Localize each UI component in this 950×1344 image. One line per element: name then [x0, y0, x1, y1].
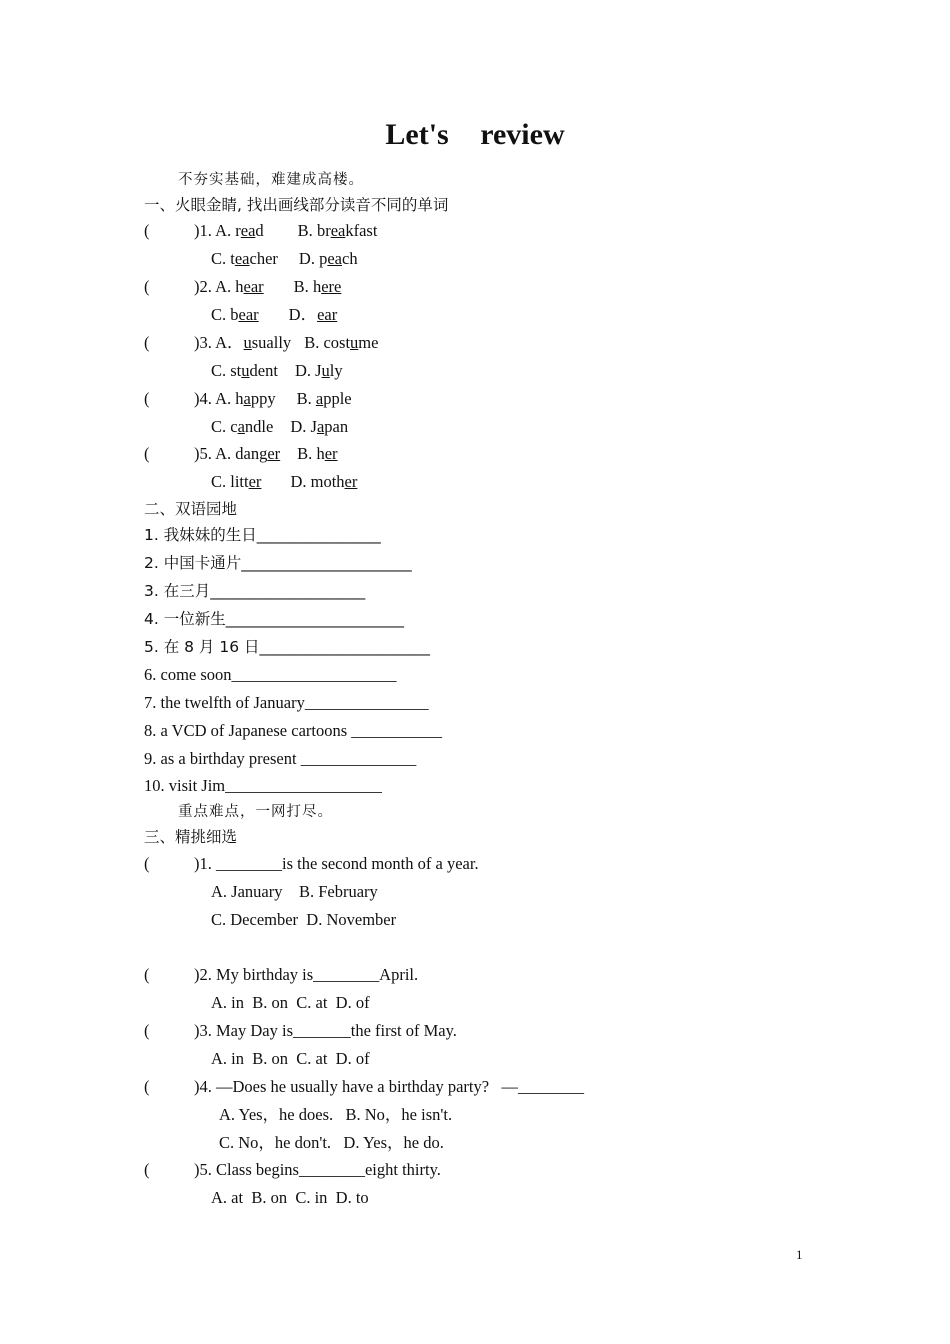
s1-q4-line1: ( )4. A. happy B. apple: [144, 389, 352, 408]
s2-item: 1. 我妹妹的生日________________: [144, 526, 381, 544]
s3-q3-options: A. in B. on C. at D. of: [211, 1049, 370, 1068]
s2-item: 6. come soon____________________: [144, 665, 397, 684]
motto-text: 重点难点，一网打尽。: [178, 804, 333, 820]
s1-q3-line2: C. student D. July: [211, 361, 343, 380]
s1-q4-line2: C. candle D. Japan: [211, 417, 349, 436]
s3-q4-stem: ( )4. —Does he usually have a birthday party? —________: [144, 1077, 584, 1096]
s3-q1-options: C. December D. November: [211, 910, 397, 929]
section1-heading: 一、火眼金睛, 找出画线部分读音不同的单词: [144, 196, 449, 214]
s1-q3-line1: ( )3. A．usually B. costume: [144, 333, 379, 352]
section2-heading: 二、双语园地: [144, 500, 238, 518]
s2-item: 5. 在 8 月 16 日______________________: [144, 638, 431, 656]
section3-heading: 三、精挑细选: [144, 828, 238, 846]
s2-item: 8. a VCD of Japanese cartoons ___________: [144, 721, 443, 740]
s3-q1-stem: ( )1. ________is the second month of a year.: [144, 854, 479, 873]
s1-q2-line2: C. bear D．ear: [211, 305, 338, 324]
s3-q5-stem: ( )5. Class begins________eight thirty.: [144, 1160, 441, 1179]
motto-text: 不夯实基础，难建成高楼。: [178, 172, 364, 188]
s3-q2-stem: ( )2. My birthday is________April.: [144, 965, 419, 984]
s2-item: 4. 一位新生_______________________: [144, 610, 404, 628]
s2-item: 3. 在三月____________________: [144, 582, 366, 600]
s3-q2-options: A. in B. on C. at D. of: [211, 993, 370, 1012]
s1-q5-line2: C. litter D. mother: [211, 472, 358, 491]
s1-q2-line1: ( )2. A. hear B. here: [144, 277, 342, 296]
s3-q4-options: C. No，he don't. D. Yes，he do.: [219, 1133, 444, 1152]
s3-q5-options: A. at B. on C. in D. to: [211, 1188, 369, 1207]
s3-q3-stem: ( )3. May Day is_______the first of May.: [144, 1021, 457, 1040]
s1-q1-line1: ( )1. A. read B. breakfast: [144, 221, 378, 240]
s2-item: 2. 中国卡通片______________________: [144, 554, 412, 572]
s3-q1-options: A. January B. February: [211, 882, 378, 901]
page-number: 1: [796, 1247, 803, 1262]
s1-q5-line1: ( )5. A. danger B. her: [144, 444, 338, 463]
s1-q1-line2: C. teacher D. peach: [211, 249, 358, 268]
s3-q4-options: A. Yes，he does. B. No，he isn't.: [219, 1105, 453, 1124]
s2-item: 7. the twelfth of January_______________: [144, 693, 429, 712]
page-title: Let's review: [385, 118, 565, 151]
s2-item: 9. as a birthday present ______________: [144, 749, 417, 768]
s2-item: 10. visit Jim___________________: [144, 776, 382, 795]
